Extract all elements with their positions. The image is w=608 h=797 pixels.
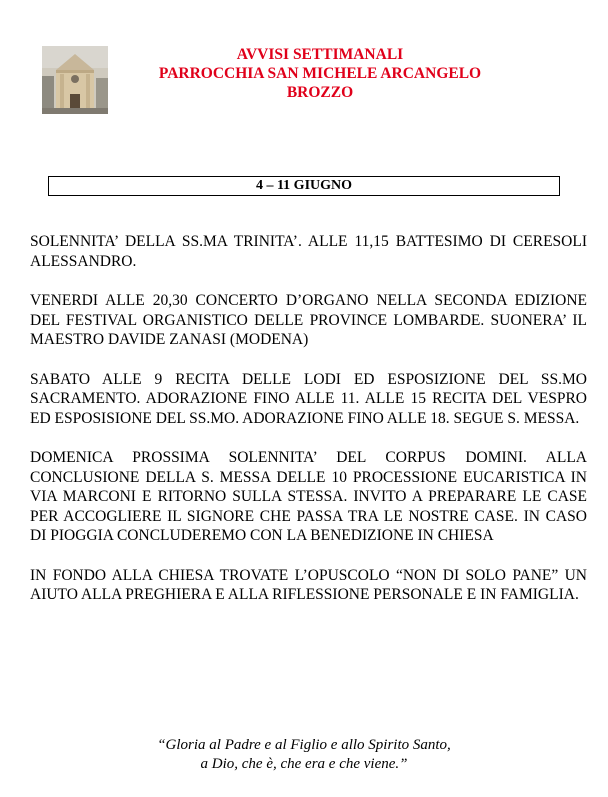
quote-line: “Gloria al Padre e al Figlio e allo Spirito Santo, — [157, 737, 451, 753]
notice-item: DOMENICA PROSSIMA SOLENNITA’ DEL CORPUS DOMINI. ALLA CONCLUSIONE DELLA S. MESSA DELLE 10 PROCESSIONE EUCARISTICA IN VIA MARCONI E RITORNO SULLA STESSA. INVITO A PREPARARE LE CASE PER ACCOGLIERE IL SIGNORE CHE PASSA TRA LE NOSTRE CASE. IN CASO DI PIOGGIA CONCLUDEREMO CON LA BENEDIZIONE IN CHIESA — [30, 449, 587, 544]
notices-list — [30, 232, 587, 625]
date-range-box — [48, 176, 560, 196]
notice-item: VENERDI ALLE 20,30 CONCERTO D’ORGANO NELLA SECONDA EDIZIONE DEL FESTIVAL ORGANISTICO DELLE PROVINCE LOMBARDE. SUONERA’ IL MAESTRO DAVIDE ZANASI (MODENA) — [30, 292, 587, 348]
date-range: 4 – 11 GIUGNO — [255, 178, 353, 193]
header-titles — [120, 45, 520, 102]
church-photo — [42, 46, 108, 114]
parish-name: PARROCCHIA SAN MICHELE ARCANGELO — [158, 65, 482, 82]
quote-line: a Dio, che è, che era e che viene.” — [200, 756, 408, 772]
notice-item: SOLENNITA’ DELLA SS.MA TRINITA’. ALLE 11,15 BATTESIMO DI CERESOLI ALESSANDRO. — [30, 233, 587, 270]
notice-item: SABATO ALLE 9 RECITA DELLE LODI ED ESPOSIZIONE DEL SS.MO SACRAMENTO. ADORAZIONE FINO ALLE 11. ALLE 15 RECITA DEL VESPRO ED ESPOSISIONE DEL SS.MO. ADORAZIONE FINO ALLE 18. SEGUE S. MESSA. — [30, 370, 587, 427]
footer-quote — [0, 736, 608, 774]
header-title: AVVISI SETTIMANALI — [236, 46, 404, 63]
town-name: BROZZO — [286, 84, 354, 101]
notice-item: IN FONDO ALLA CHIESA TROVATE L’OPUSCOLO “NON DI SOLO PANE” UN AIUTO ALLA PREGHIERA E ALLA RIFLESSIONE PERSONALE E IN FAMIGLIA. — [30, 566, 587, 603]
